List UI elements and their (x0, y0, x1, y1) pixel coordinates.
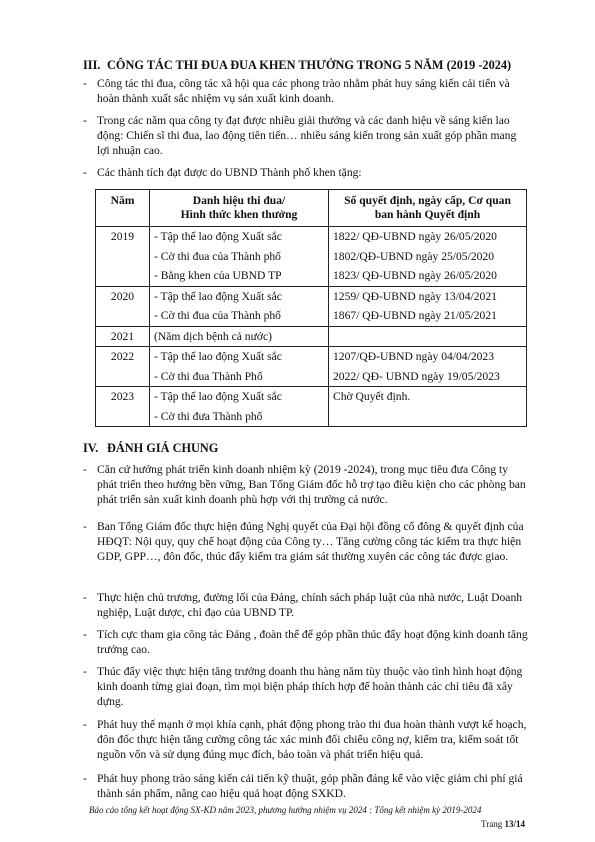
table-row: 2019 - Tập thể lao động Xuất sắc - Cờ thi đua của Thành phố - Bằng khen của UBND TP 1822/ QĐ-UBND ngày 26/05/2020 1802/QĐ-UBND ngày 25/05/2020 1823/ QĐ-UBND ngày 26/05/2020 (96, 227, 527, 287)
section-4-heading (83, 441, 218, 456)
table-header-row (96, 190, 527, 227)
section-3-heading (83, 58, 511, 73)
header-title: Danh hiệu thi đua/ Hình thức khen thưởng (150, 190, 329, 227)
footer-caption: Báo cáo tổng kết hoạt động SX-KD năm 2023, phương hướng nhiệm vụ 2024 : Tổng kết nhiệm kỳ 2019-2024 (89, 805, 482, 815)
awards-table (95, 189, 527, 427)
section-3-number: III. (83, 58, 101, 72)
header-decision: Số quyết định, ngày cấp, Cơ quan ban hành Quyết định (329, 190, 527, 227)
document-page: III. CÔNG TÁC THI ĐUA ĐUA KHEN THƯỞNG TRONG 5 NĂM (2019 -2024) - Công tác thi đua, công tác xã hội qua các phong trào nhằm phát huy sáng kiến cải tiến và hoàn thành xuất sắc nhiệm vụ sản xuất kinh doanh. - Trong các năm qua công ty đạt được nhiều giải thưởng và các danh hiệu về sáng kiến lao động: Chiến sĩ thi đua, lao động tiên tiến… nhiều sáng kiến trong sản xuất góp phần mang lợi nhuận cao. - Các thành tích đạt được do UBND Thành phố khen tặng: Năm Danh hiệu thi đua/ Hình thức khen thưởng Số quyết định, ngày cấp, Cơ quan ban hành Quyết định 2019 - Tập thể lao động Xuất sắc - Cờ thi đua của Thành phố - Bằng khen của UBND TP 1822/ QĐ-UBND ngày 26/05/2020 1802/QĐ-UBND ngày 25/05/2020 1823/ QĐ-UBND ngày 26/05/2020 2020 - Tập thể lao động Xuất sắc - Cờ thi đua của Thành phố 1259/ QĐ-UBND ngày 13/04/2021 1867/ QĐ-UBND ngày 21/05/2021 2021 (Năm dịch bệnh cả nước) 2022 - Tập thể lao động Xuất sắc - Cờ thi đua Thành Phố 1207/QĐ-UBND ngày 04/04/2023 2022/ QĐ- UBND ngày 19/05/2023 2023 - Tập thể lao động Xuất sắc - Cờ thi đưa Thành phố Chờ Quyết định. IV. ĐÁNH GIÁ CHUNG - Căn cứ hướng phát triển kinh doanh nhiệm kỳ (2019 -2024), trong mục tiêu đưa Công ty phát triển theo hướng bền vững, Ban Tổng Giám đốc hỗ trợ tạo điều kiện cho các phòng ban phát triển sản xuất kinh doanh phù hợp với thị trường cả nước. - Ban Tổng Giám đốc thực hiện đúng Nghị quyết của Đại hội đồng cổ đông & quyết định của HĐQT: Nội quy, quy chế hoạt động của Công ty… Tăng cường công tác kiểm tra thực hiện GDP, GPP…, đôn đốc, thúc đẩy kiểm tra giám sát thường xuyên các công tác được giao. - Thực hiện chủ trương, đường lối của Đảng, chính sách pháp luật của nhà nước, Luật Doanh nghiệp, Luật dược, chỉ đạo của UBND TP. - Tích cực tham gia công tác Đảng , đoàn thể để góp phần thúc đẩy hoạt động kinh doanh tăng trưởng cao. - Thúc đẩy việc thực hiện tăng trưởng doanh thu hàng năm tùy thuộc vào tình hình hoạt động kinh doanh từng giai đoạn, tìm mọi biện pháp thích hợp để hoàn thành các chỉ tiêu đã xây dựng. - Phát huy thế mạnh ở mọi khía cạnh, phát động phong trào thi đua hoàn thành vượt kế hoạch, đôn đốc thực hiện tăng cường công tác xác minh đối chiếu công nợ, kiểm tra, kiểm soát tốt nguồn vốn và sử dụng đúng mục đích, bảo toàn và phát triển hiệu quả. - Phát huy phong trào sáng kiến cải tiến kỹ thuật, góp phần đáng kể vào việc giảm chi phí giá thành sản phẩm, nâng cao hiệu quả hoạt động SXKD. Báo cáo tổng kết hoạt động SX-KD năm 2023, phương hướng nhiệm vụ 2024 : Tổng kết nhiệm kỳ 2019-2024 Trang 13/14 (83, 58, 528, 829)
table-row: 2023 - Tập thể lao động Xuất sắc - Cờ thi đưa Thành phố Chờ Quyết định. (96, 387, 527, 427)
section-4-number: IV. (83, 441, 99, 455)
table-row: 2022 - Tập thể lao động Xuất sắc - Cờ thi đua Thành Phố 1207/QĐ-UBND ngày 04/04/2023 2022/ QĐ- UBND ngày 19/05/2023 (96, 347, 527, 387)
header-year: Năm (96, 190, 150, 227)
table-row: 2021 (Năm dịch bệnh cả nước) (96, 326, 527, 347)
section-4-title: ĐÁNH GIÁ CHUNG (107, 441, 219, 455)
page-number: Trang 13/14 (481, 819, 525, 829)
section-3-title: CÔNG TÁC THI ĐUA ĐUA KHEN THƯỞNG TRONG 5 NĂM (2019 -2024) (107, 58, 512, 72)
table-row: 2020 - Tập thể lao động Xuất sắc - Cờ thi đua của Thành phố 1259/ QĐ-UBND ngày 13/04/2021 1867/ QĐ-UBND ngày 21/05/2021 (96, 286, 527, 326)
